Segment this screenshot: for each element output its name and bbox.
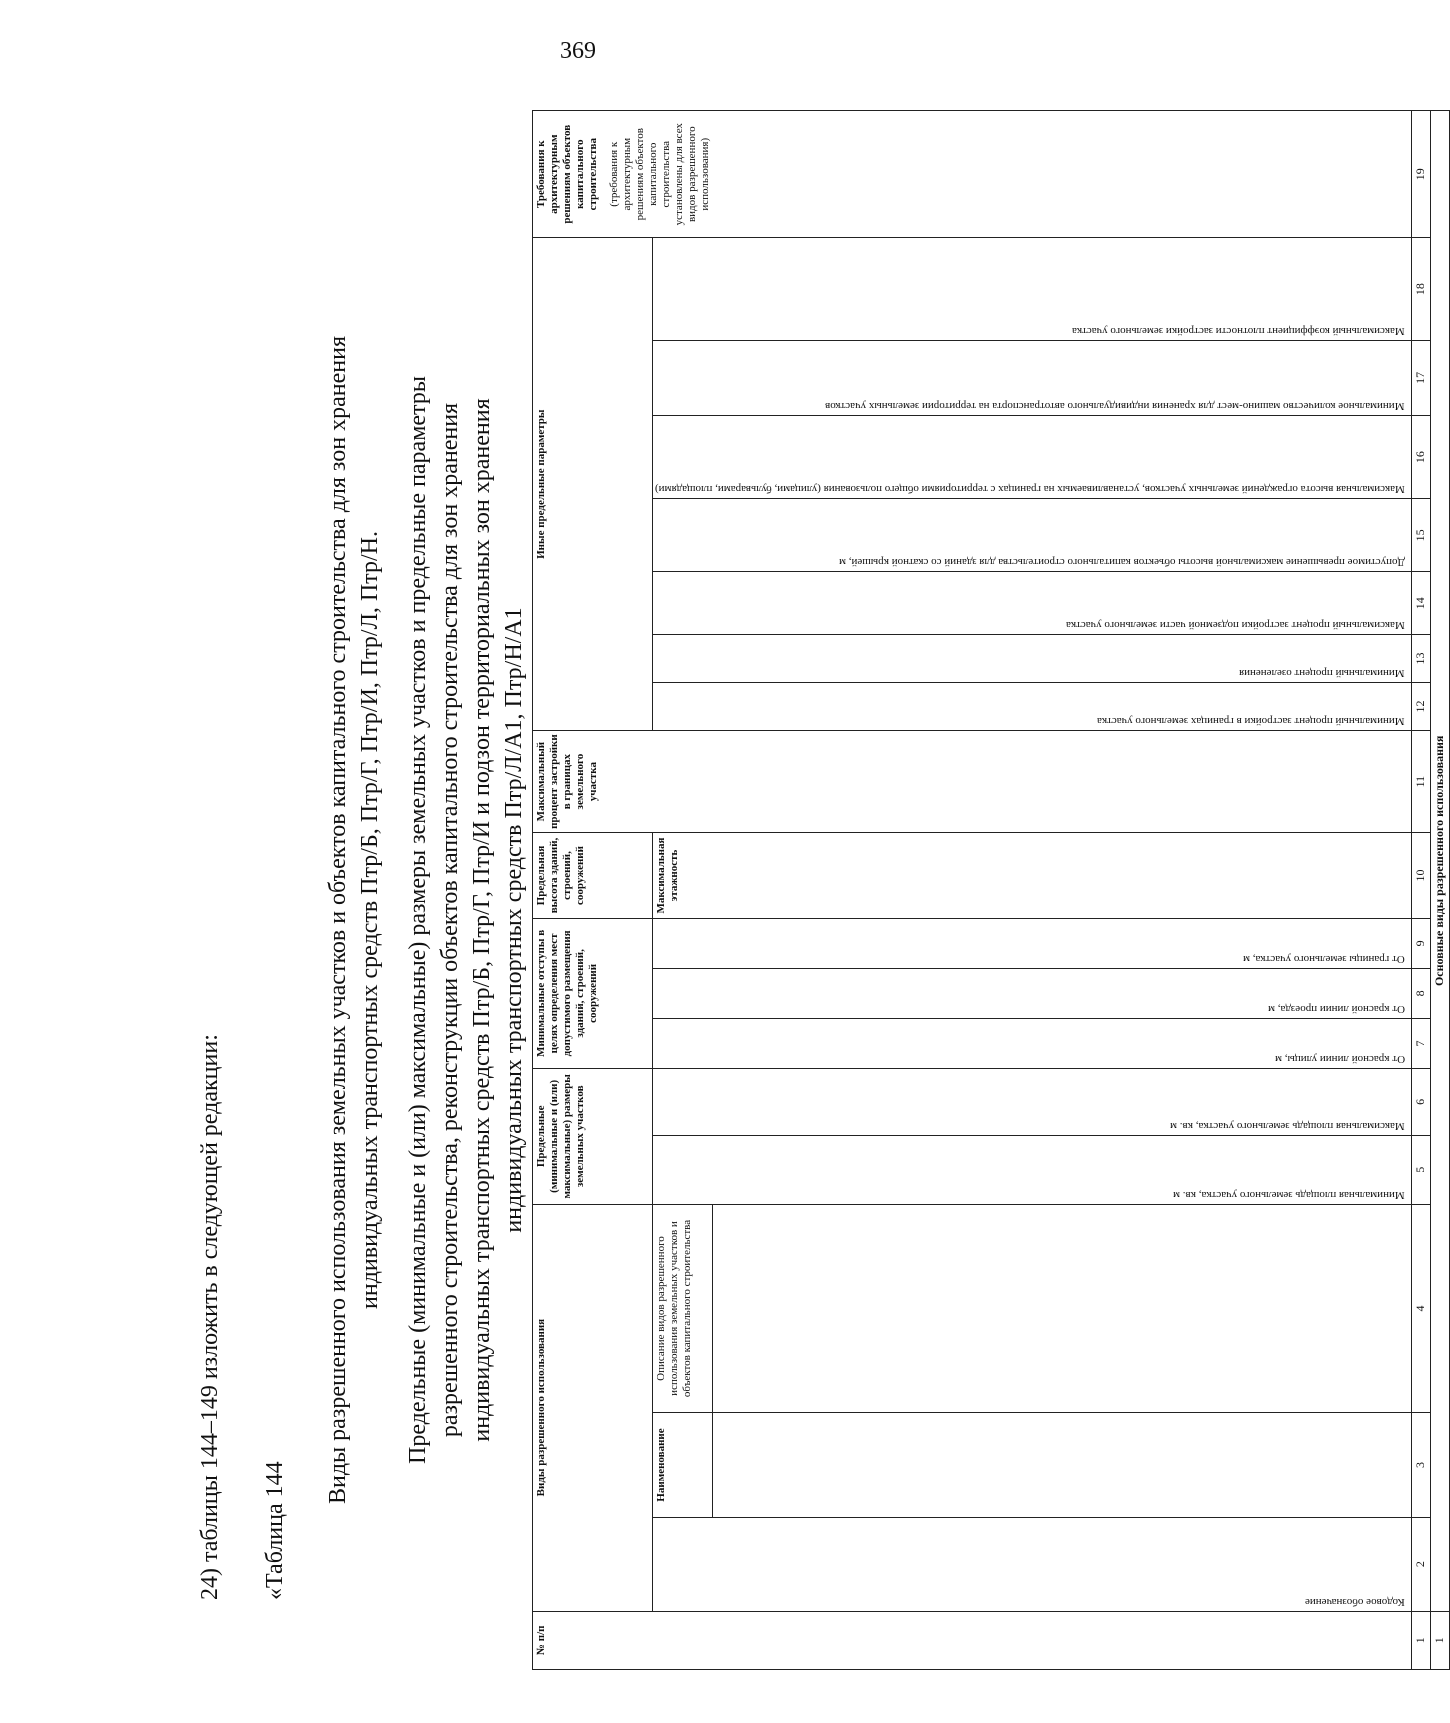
page-number: 369 [560, 38, 596, 64]
col-number: 10 [1411, 833, 1430, 919]
header-other-params: Иные предельные параметры [533, 238, 653, 731]
header-col-13: Минимальный процент озеленения [653, 635, 1412, 683]
col-number: 5 [1411, 1135, 1430, 1204]
header-drive-setback: От красной линии проезда, м [653, 968, 1412, 1018]
col-number: 4 [1411, 1204, 1430, 1413]
table-title-2 [402, 180, 530, 1660]
header-boundary-setback: От границы земельного участка, м [653, 918, 1412, 968]
title-line: индивидуальных транспортных средств Птр/Б, Птр/Г, Птр/И, Птр/Л, Птр/Н. [357, 531, 383, 1309]
header-plot-sizes: Предельные (минимальные и (или) максимальные) размеры земельных участков [533, 1069, 653, 1205]
header-col-15: Допустимое превышение максимальной высоты объектов капитального строительства для зданий со скатной крышей, м [653, 499, 1412, 572]
header-col-17: Минимальное количество машино-мест для хранения индивидуального автотранспорта на территории земельных участков [653, 340, 1412, 415]
col-number: 3 [1411, 1413, 1430, 1517]
col-number: 18 [1411, 238, 1430, 340]
rotated-content [12, 50, 1447, 1700]
header-col-16: Максимальная высота ограждений земельных участков, устанавливаемых на границах с территориями общего пользования (улицами, бульварами, площадями) [653, 415, 1412, 498]
header-max-percent: Максимальный процент застройки в границах земельного участка [533, 730, 1412, 832]
header-description: Описание видов разрешенного использования земельных участков и объектов капитального строительства [653, 1204, 713, 1413]
col-number: 7 [1411, 1018, 1430, 1068]
header-max-area: Максимальная площадь земельного участка, кв. м [653, 1069, 1412, 1136]
header-setbacks: Минимальные отступы в целях определения мест допустимого размещения зданий, строений, сооружений [533, 918, 653, 1068]
section-label: Основные виды разрешенного использования [1430, 111, 1449, 1612]
table-title-1 [322, 180, 386, 1660]
section-row [1430, 111, 1449, 1670]
header-floors: Максимальная этажность [653, 833, 1412, 919]
title-line: Виды разрешенного использования земельных участков и объектов капитального строительства для зон хранения [325, 336, 351, 1504]
header-min-area: Минимальная площадь земельного участка, кв. м [653, 1135, 1412, 1204]
column-numbers-row [1411, 111, 1430, 1670]
header-col-12: Минимальный процент застройки в границах земельного участка [653, 682, 1412, 730]
col-number: 11 [1411, 730, 1430, 832]
col-number: 15 [1411, 499, 1430, 572]
intro-text: 24) таблицы 144–149 изложить в следующей редакции: [197, 1034, 223, 1600]
header-number: № п/п [533, 1611, 1412, 1669]
parameters-table [532, 110, 1450, 1670]
header-description-blank [713, 1204, 1412, 1413]
col-number: 8 [1411, 968, 1430, 1018]
header-col-18: Максимальный коэффициент плотности застройки земельного участка [653, 238, 1412, 340]
header-name-blank [713, 1413, 1412, 1517]
title-line: индивидуальных транспортных средств Птр/Б, Птр/Г, Птр/И и подзон территориальных зон хранения [469, 398, 495, 1442]
header-height: Предельная высота зданий, строений, сооружений [533, 833, 653, 919]
architecture-note: (требования к архитектурным решениям объектов капитального строительства установлены для всех видов разрешенного использования) [608, 123, 711, 226]
header-architecture [533, 111, 1412, 238]
col-number: 6 [1411, 1069, 1430, 1136]
col-number: 16 [1411, 415, 1430, 498]
section-row-number: 1 [1430, 1611, 1449, 1669]
title-line: индивидуальных транспортных средств Птр/Л/А1, Птр/Н/А1 [501, 607, 527, 1233]
header-permitted-uses: Виды разрешенного использования [533, 1204, 653, 1611]
col-number: 13 [1411, 635, 1430, 683]
col-number: 19 [1411, 111, 1430, 238]
architecture-label: Требования к архитектурным решениям объектов капитального строительства [535, 124, 599, 224]
col-number: 12 [1411, 682, 1430, 730]
col-number: 9 [1411, 918, 1430, 968]
title-line: Предельные (минимальные и (или) максимальные) размеры земельных участков и предельные параметры [405, 376, 431, 1464]
col-number: 14 [1411, 572, 1430, 635]
col-number: 1 [1411, 1611, 1430, 1669]
table-number: «Таблица 144 [262, 1461, 288, 1600]
header-code: Кодовое обозначение [653, 1517, 1412, 1611]
col-number: 17 [1411, 340, 1430, 415]
title-line: разрешенного строительства, реконструкции объектов капитального строительства для зон хранения [437, 402, 463, 1438]
header-col-14: Максимальный процент застройки подземной части земельного участка [653, 572, 1412, 635]
header-name: Наименование [653, 1413, 713, 1517]
col-number: 2 [1411, 1517, 1430, 1611]
header-street-setback: От красной линии улицы, м [653, 1018, 1412, 1068]
